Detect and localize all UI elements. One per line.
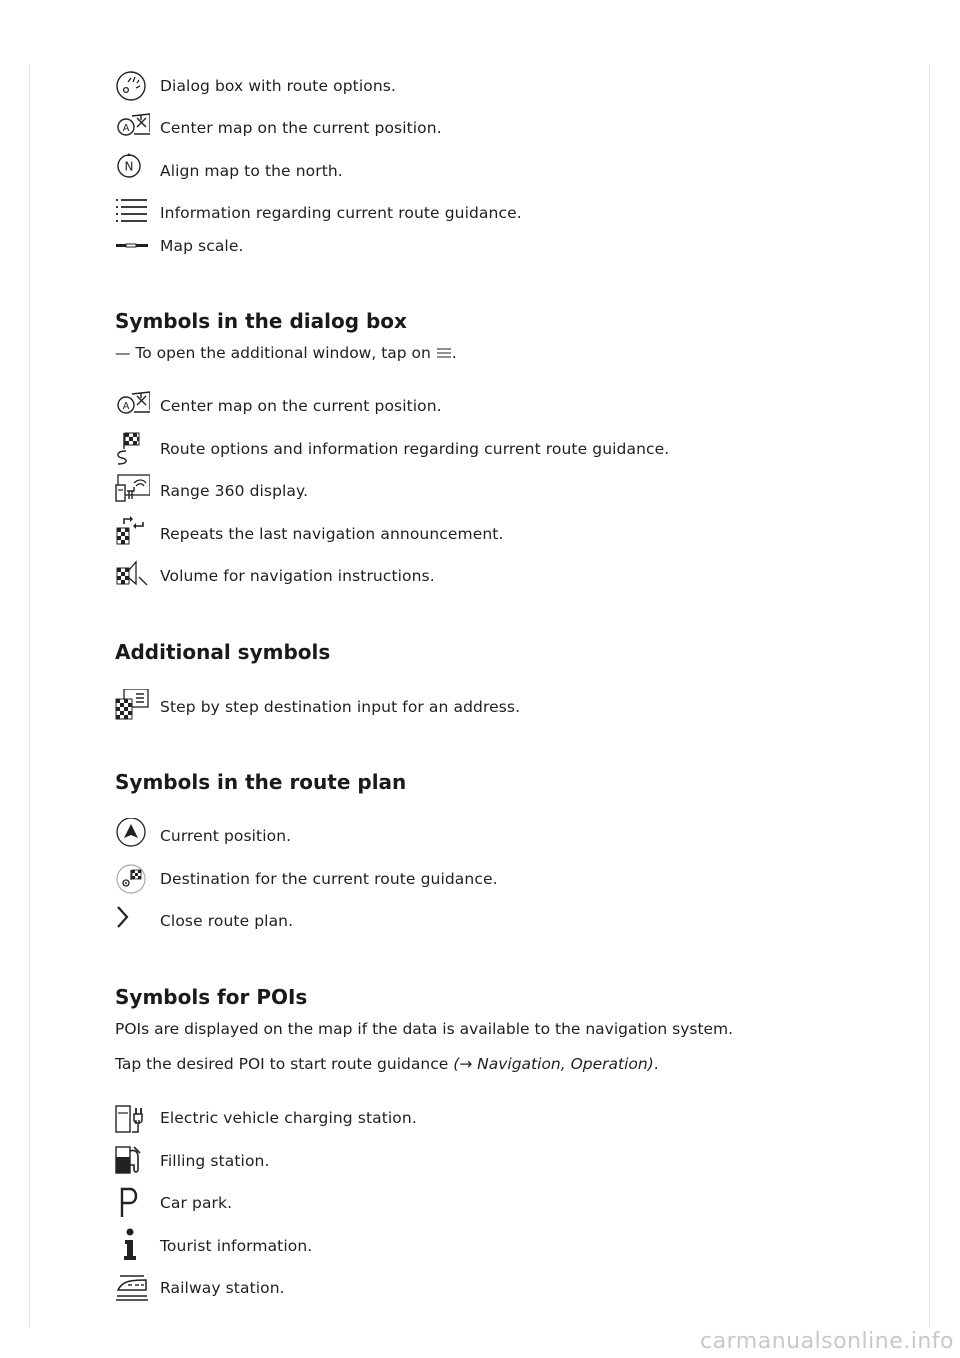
ev-charging-icon	[114, 1100, 150, 1136]
railway-station-icon	[114, 1270, 150, 1306]
current-position-icon	[114, 818, 150, 854]
repeat-announcement-icon	[114, 516, 150, 552]
intro-text: — To open the additional window, tap on	[115, 344, 431, 362]
page-border-right	[929, 64, 930, 1328]
list-item	[114, 195, 522, 231]
chevron-right-icon	[114, 903, 150, 939]
list-item	[114, 388, 442, 424]
section-intro	[115, 344, 457, 363]
north-align-icon	[114, 153, 150, 189]
navigation-volume-icon	[114, 558, 150, 594]
map-scale-icon	[114, 228, 150, 264]
list-item	[114, 1100, 417, 1136]
item-text: Railway station.	[160, 1279, 285, 1297]
cross-reference-link[interactable]: (→ Navigation, Operation)	[453, 1055, 654, 1073]
list-item	[114, 861, 498, 897]
center-map-icon	[114, 388, 150, 424]
intro-suffix: .	[451, 344, 457, 362]
page-border-left	[29, 64, 30, 1328]
list-item	[114, 1228, 312, 1264]
item-text: Information regarding current route guidance.	[160, 204, 522, 222]
para-suffix: .	[653, 1055, 659, 1073]
item-text: Center map on the current position.	[160, 119, 442, 137]
list-item	[114, 473, 308, 509]
item-text: Car park.	[160, 1194, 233, 1212]
route-options-icon	[114, 68, 150, 104]
list-icon	[114, 195, 150, 231]
step-destination-icon	[114, 689, 150, 725]
svg-text:A: A	[122, 123, 130, 134]
item-text: Align map to the north.	[160, 162, 343, 180]
center-map-icon	[114, 110, 150, 146]
item-text: Route options and information regarding current route guidance.	[160, 440, 670, 458]
list-item	[114, 1143, 269, 1179]
list-item	[114, 516, 503, 552]
item-text: Volume for navigation instructions.	[160, 567, 435, 585]
item-text: Repeats the last navigation announcement.	[160, 525, 504, 543]
item-text: Map scale.	[160, 237, 244, 255]
list-item	[114, 818, 291, 854]
list-item	[114, 689, 520, 725]
section-heading: Additional symbols	[115, 640, 331, 664]
range-360-icon	[114, 473, 150, 509]
list-item	[114, 110, 442, 146]
svg-text:A: A	[122, 401, 130, 412]
item-text: Dialog box with route options.	[160, 77, 396, 95]
item-text: Current position.	[160, 827, 292, 845]
list-item	[114, 1185, 232, 1221]
list-item	[114, 903, 293, 939]
item-text: Filling station.	[160, 1152, 270, 1170]
menu-icon	[436, 345, 452, 363]
item-text: Center map on the current position.	[160, 397, 442, 415]
section-heading: Symbols for POIs	[115, 985, 308, 1009]
section-heading: Symbols in the route plan	[115, 770, 407, 794]
item-text: Close route plan.	[160, 912, 294, 930]
route-flag-icon	[114, 431, 150, 467]
watermark: carmanualsonline.info	[700, 1329, 954, 1354]
item-text: Destination for the current route guidance.	[160, 870, 498, 888]
item-text: Electric vehicle charging station.	[160, 1109, 417, 1127]
poi-paragraph-2	[115, 1055, 659, 1073]
list-item	[114, 558, 435, 594]
tourist-info-icon	[114, 1228, 150, 1264]
item-text: Tourist information.	[160, 1237, 313, 1255]
svg-text:N: N	[124, 159, 134, 174]
car-park-icon	[114, 1185, 150, 1221]
poi-paragraph-1: POIs are displayed on the map if the data is available to the navigation system.	[115, 1020, 734, 1038]
list-item	[114, 153, 343, 189]
destination-icon	[114, 861, 150, 897]
list-item	[114, 228, 244, 264]
list-item	[114, 1270, 285, 1306]
item-text: Range 360 display.	[160, 482, 309, 500]
item-text: Step by step destination input for an address.	[160, 698, 521, 716]
section-heading: Symbols in the dialog box	[115, 309, 407, 333]
list-item	[114, 431, 669, 467]
list-item	[114, 68, 396, 104]
para-text: Tap the desired POI to start route guidance	[115, 1055, 449, 1073]
filling-station-icon	[114, 1143, 150, 1179]
